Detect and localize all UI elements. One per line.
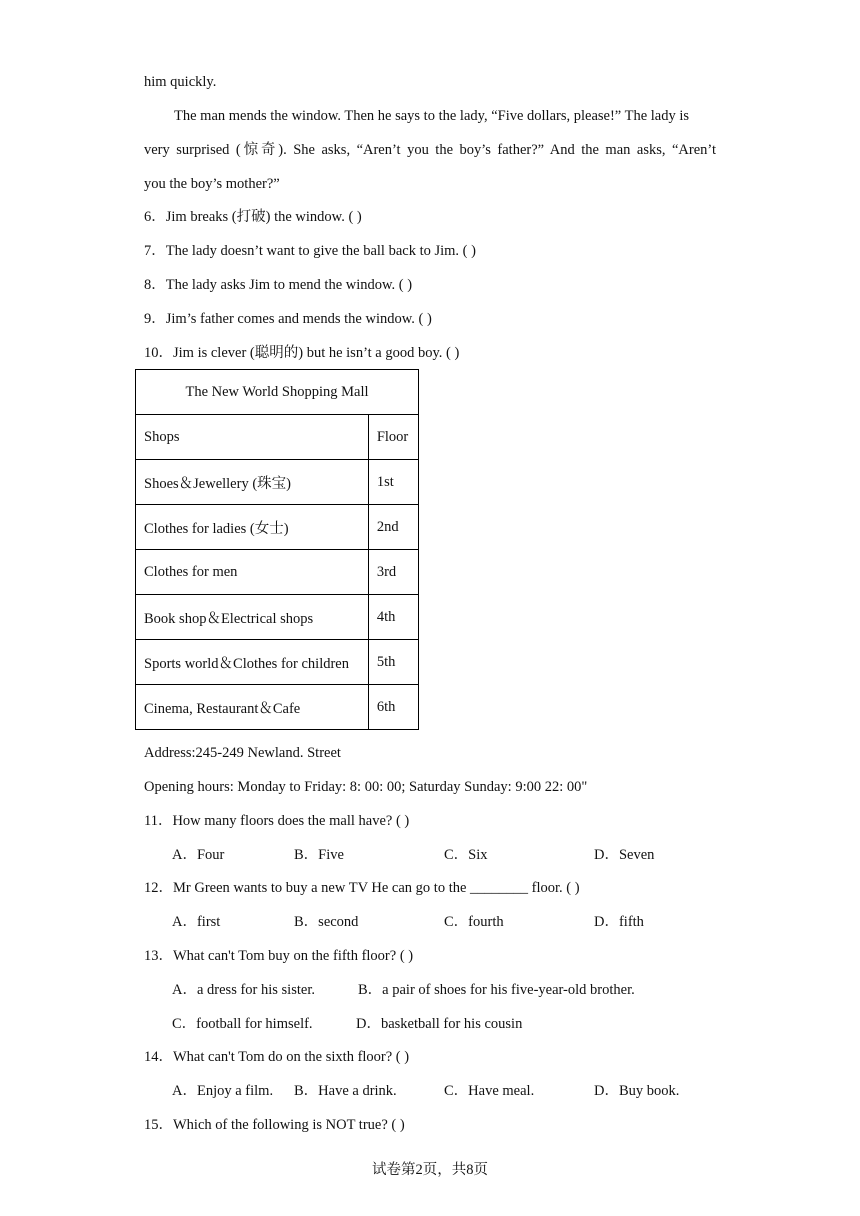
option: C．football for himself.	[172, 1016, 313, 1032]
shop-cell: Sports world＆Clothes for children	[136, 640, 369, 685]
floor-cell: 3rd	[368, 550, 418, 595]
shop-cell: Cinema, Restaurant＆Cafe	[136, 685, 369, 730]
column-header-shops: Shops	[136, 415, 369, 460]
option: B．Five	[294, 847, 344, 863]
statement-6: 6．Jim breaks (打破) the window. ( )	[144, 209, 362, 225]
option: B．second	[294, 914, 359, 930]
option: C．Have meal.	[444, 1083, 535, 1099]
page-footer: 试卷第2页，共8页	[372, 1162, 488, 1178]
question-14: 14．What can't Tom do on the sixth floor? ( )	[144, 1049, 410, 1065]
option: B．a pair of shoes for his five-year-old brother.	[358, 982, 635, 998]
option: D．Buy book.	[594, 1083, 680, 1099]
option: A．Enjoy a film.	[172, 1083, 274, 1099]
statement-7: 7．The lady doesn’t want to give the ball back to Jim. ( )	[144, 243, 476, 259]
question-15: 15．Which of the following is NOT true? ( )	[144, 1117, 405, 1133]
option: A．Four	[172, 847, 225, 863]
floor-cell: 6th	[368, 685, 418, 730]
table-row	[136, 550, 419, 595]
option: A．a dress for his sister.	[172, 982, 315, 998]
statement-9: 9．Jim’s father comes and mends the window. ( )	[144, 311, 432, 327]
question-11: 11．How many floors does the mall have? ( )	[144, 813, 410, 829]
column-header-floor: Floor	[368, 415, 418, 460]
floor-cell: 2nd	[368, 505, 418, 550]
statement-10: 10．Jim is clever (聪明的) but he isn’t a good boy. ( )	[144, 345, 460, 361]
floor-cell: 1st	[368, 460, 418, 505]
mall-directory-table	[135, 369, 419, 730]
passage-line: him quickly.	[144, 74, 217, 90]
shop-cell: Clothes for ladies (女士)	[136, 505, 369, 550]
question-13: 13．What can't Tom buy on the fifth floor? ( )	[144, 948, 414, 964]
mall-address: Address:245-249 Newland. Street	[144, 745, 341, 761]
option: C．fourth	[444, 914, 504, 930]
table-row	[136, 640, 419, 685]
option: D．fifth	[594, 914, 644, 930]
table-title-row	[136, 370, 419, 415]
option: B．Have a drink.	[294, 1083, 397, 1099]
passage-line: you the boy’s mother?”	[144, 176, 280, 192]
shop-cell: Clothes for men	[136, 550, 369, 595]
passage-line: very surprised (惊奇). She asks, “Aren’t you the boy’s father?” And the man asks, “Aren’t	[144, 142, 716, 158]
floor-cell: 5th	[368, 640, 418, 685]
option: D．basketball for his cousin	[356, 1016, 523, 1032]
option: D．Seven	[594, 847, 655, 863]
passage-line: The man mends the window. Then he says to the lady, “Five dollars, please!” The lady is	[174, 108, 690, 124]
opening-hours: Opening hours: Monday to Friday: 8: 00: 00; Saturday Sunday: 9:00 22: 00"	[144, 779, 588, 795]
table-header-row	[136, 415, 419, 460]
option: A．first	[172, 914, 221, 930]
shop-cell: Book shop＆Electrical shops	[136, 595, 369, 640]
table-title: The New World Shopping Mall	[136, 370, 419, 415]
statement-8: 8．The lady asks Jim to mend the window. ( )	[144, 277, 413, 293]
table-row	[136, 685, 419, 730]
table-row	[136, 460, 419, 505]
table-row	[136, 505, 419, 550]
floor-cell: 4th	[368, 595, 418, 640]
question-12: 12．Mr Green wants to buy a new TV He can go to the ________ floor. ( )	[144, 880, 580, 896]
table-row	[136, 595, 419, 640]
shop-cell: Shoes＆Jewellery (珠宝)	[136, 460, 369, 505]
option: C．Six	[444, 847, 488, 863]
